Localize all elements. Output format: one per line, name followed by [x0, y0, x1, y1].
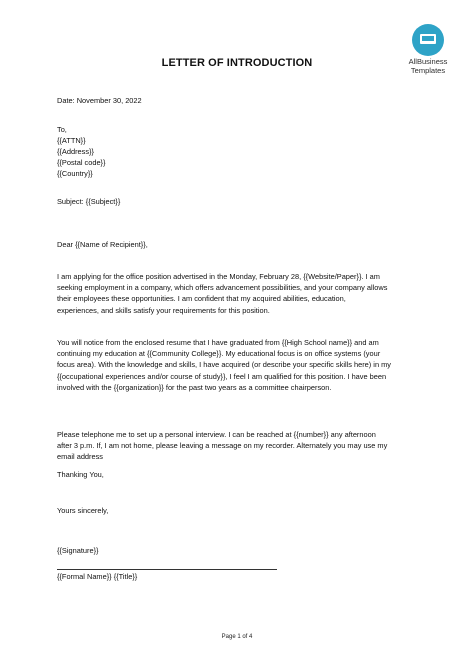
paragraph-2-line: continuing my education at {{Community College}}. My educational focus is on office systems (your [57, 349, 381, 359]
logo-line-1: AllBusiness [408, 57, 448, 66]
paragraph-3 [57, 429, 427, 463]
paragraph-1-line: their employees these opportunities. I am confident that my acquired abilities, education, [57, 294, 346, 304]
paragraph-1-line: I am applying for the office position advertised in the Monday, February 28, {{Website/Paper}}. I am [57, 272, 380, 281]
paragraph-3-line: after 3 p.m. If, I am not home, please leaving a message on my recorder. Alternately you may use my [57, 441, 388, 451]
paragraph-2 [57, 337, 427, 393]
signature-placeholder: {{Signature}} [57, 546, 99, 555]
thanks-line: Thanking You, [57, 470, 104, 479]
recipient-to: To, [57, 125, 67, 134]
signature-rule [57, 569, 277, 570]
logo-line-2: Templates [410, 65, 446, 75]
document-title: LETTER OF INTRODUCTION [161, 57, 313, 69]
paragraph-3-line: Please telephone me to set up a personal interview. I can be reached at {{number}} any afternoon [57, 430, 376, 439]
paragraph-3-line: email address [57, 452, 104, 462]
subject-line: Subject: {{Subject}} [57, 197, 121, 206]
recipient-country: {{Country}} [57, 169, 93, 178]
date-line: Date: November 30, 2022 [57, 96, 142, 105]
recipient-postal-code: {{Postal code}} [57, 158, 106, 167]
paragraph-2-line: {{occupational experiences and/or course of study}}, I feel I am qualified for this position. I have been [57, 371, 387, 381]
paragraph-2-line: focus area). With the knowledge and skills, I have acquired (or describe your specific skills here) in my [57, 360, 391, 370]
laptop-icon [412, 24, 444, 56]
closing-line: Yours sincerely, [57, 506, 109, 515]
paragraph-1-line: seeking employment in a company, which offers advancement possibilities, and your company allows [57, 283, 388, 293]
page-number: Page 1 of 4 [221, 634, 253, 640]
paragraph-2-line: involved with the {{organization}} for the past two years as a committee chairperson. [57, 382, 332, 392]
paragraph-1-line: experiences, and skills satisfy your requirements for this position. [57, 305, 270, 315]
salutation: Dear {{Name of Recipient}}, [57, 240, 148, 249]
recipient-address: {{Address}} [57, 147, 94, 156]
name-title: {{Formal Name}} {{Title}} [57, 572, 138, 581]
paragraph-1 [57, 271, 427, 316]
paragraph-2-line: You will notice from the enclosed resume that I have graduated from {{High School name}} and am [57, 338, 379, 347]
recipient-attn: {{ATTN}} [57, 136, 86, 145]
